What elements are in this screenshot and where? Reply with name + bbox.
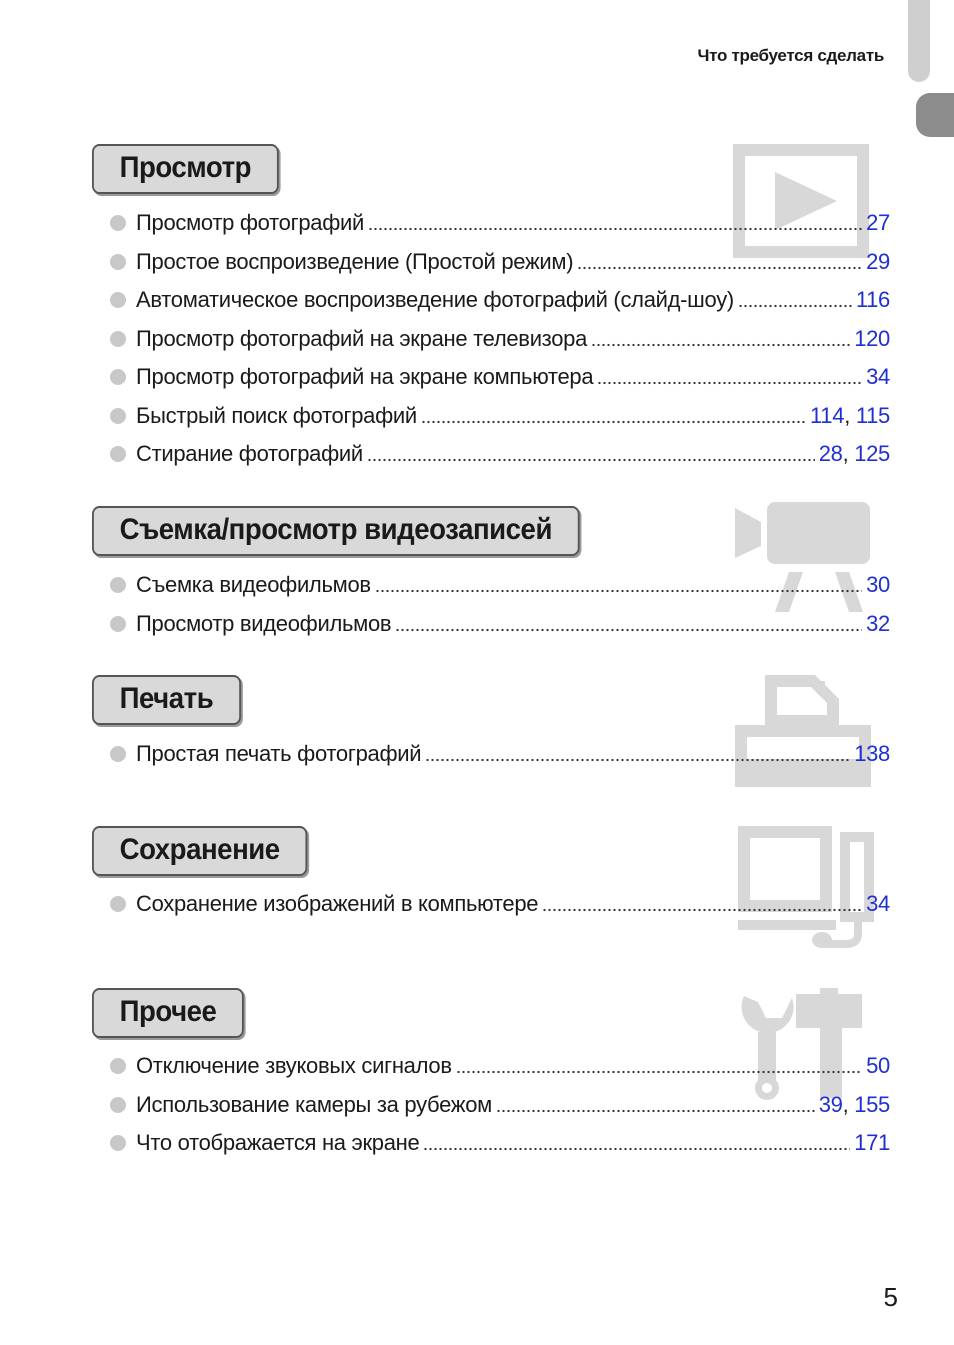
item-text: Стирание фотографий bbox=[136, 441, 363, 467]
bullet bbox=[110, 369, 126, 385]
item-list bbox=[110, 566, 890, 643]
dot-leader bbox=[421, 420, 806, 424]
bullet bbox=[110, 446, 126, 462]
list-item[interactable] bbox=[110, 204, 890, 243]
dot-leader bbox=[367, 458, 815, 462]
page-link[interactable]: 39 bbox=[818, 1091, 843, 1117]
list-item[interactable] bbox=[110, 885, 890, 924]
page-link[interactable]: 34 bbox=[866, 891, 890, 917]
page-link[interactable]: 28 bbox=[818, 441, 843, 467]
page-link[interactable]: 50 bbox=[866, 1053, 890, 1079]
page-separator: , bbox=[842, 1091, 855, 1117]
page-separator: , bbox=[842, 441, 855, 467]
item-text: Простое воспроизведение (Простой режим) bbox=[136, 248, 574, 274]
dot-leader bbox=[375, 589, 862, 593]
dot-leader bbox=[423, 1147, 850, 1151]
dot-leader bbox=[597, 381, 862, 385]
list-item[interactable] bbox=[110, 320, 890, 359]
page-link[interactable]: 29 bbox=[866, 248, 890, 274]
bullet bbox=[110, 1135, 126, 1151]
bullet bbox=[110, 1097, 126, 1113]
item-text: Простая печать фотографий bbox=[136, 741, 422, 767]
list-item[interactable] bbox=[110, 735, 890, 774]
dot-leader bbox=[425, 758, 850, 762]
page-link[interactable]: 155 bbox=[854, 1091, 890, 1117]
item-text: Использование камеры за рубежом bbox=[136, 1091, 492, 1117]
item-text: Просмотр фотографий на экране телевизора bbox=[136, 325, 588, 351]
item-text: Просмотр фотографий bbox=[136, 210, 364, 236]
item-text: Что отображается на экране bbox=[136, 1130, 420, 1156]
item-text: Автоматическое воспроизведение фотографий (слайд-шоу) bbox=[136, 287, 734, 313]
page-link[interactable]: 32 bbox=[866, 610, 890, 636]
list-item[interactable] bbox=[110, 1086, 890, 1125]
section-title: Печать bbox=[92, 675, 241, 725]
edge-tab-top bbox=[908, 0, 930, 82]
bullet bbox=[110, 577, 126, 593]
dot-leader bbox=[496, 1109, 815, 1113]
page-link[interactable]: 116 bbox=[855, 287, 890, 313]
item-text: Отключение звуковых сигналов bbox=[136, 1053, 452, 1079]
list-item[interactable] bbox=[110, 605, 890, 644]
page-link[interactable]: 115 bbox=[855, 402, 890, 428]
bullet bbox=[110, 746, 126, 762]
page-link[interactable]: 171 bbox=[854, 1130, 890, 1156]
bullet bbox=[110, 616, 126, 632]
page-separator: , bbox=[844, 402, 856, 428]
page-link[interactable]: 30 bbox=[866, 572, 890, 598]
list-item[interactable] bbox=[110, 397, 890, 436]
list-item[interactable] bbox=[110, 1124, 890, 1163]
page-link[interactable]: 138 bbox=[854, 741, 890, 767]
page-link[interactable]: 125 bbox=[854, 441, 890, 467]
bullet bbox=[110, 896, 126, 912]
list-item[interactable] bbox=[110, 1047, 890, 1086]
section-title: Просмотр bbox=[92, 144, 279, 194]
list-item[interactable] bbox=[110, 435, 890, 474]
item-list bbox=[110, 1047, 890, 1163]
bullet bbox=[110, 215, 126, 231]
bullet bbox=[110, 1058, 126, 1074]
running-head: Что требуется сделать bbox=[697, 46, 884, 65]
item-text: Сохранение изображений в компьютере bbox=[136, 891, 539, 917]
dot-leader bbox=[738, 304, 852, 308]
page-link[interactable]: 34 bbox=[866, 364, 890, 390]
item-text: Просмотр фотографий на экране компьютера bbox=[136, 364, 594, 390]
bullet bbox=[110, 254, 126, 270]
dot-leader bbox=[542, 908, 862, 912]
page-number: 5 bbox=[883, 1282, 898, 1312]
bullet bbox=[110, 292, 126, 308]
list-item[interactable] bbox=[110, 243, 890, 282]
list-item[interactable] bbox=[110, 358, 890, 397]
list-item[interactable] bbox=[110, 566, 890, 605]
page-link[interactable]: 114 bbox=[810, 402, 845, 428]
edge-tab-chapter bbox=[916, 93, 954, 137]
item-text: Быстрый поиск фотографий bbox=[136, 402, 417, 428]
item-text: Съемка видеофильмов bbox=[136, 572, 371, 598]
list-item[interactable] bbox=[110, 281, 890, 320]
bullet bbox=[110, 408, 126, 424]
dot-leader bbox=[577, 266, 862, 270]
section-title: Съемка/просмотр видеозаписей bbox=[92, 506, 580, 556]
dot-leader bbox=[368, 227, 862, 231]
dot-leader bbox=[591, 343, 850, 347]
item-list bbox=[110, 204, 890, 474]
dot-leader bbox=[395, 628, 862, 632]
section-title: Сохранение bbox=[92, 826, 307, 876]
bullet bbox=[110, 331, 126, 347]
dot-leader bbox=[456, 1070, 862, 1074]
item-list bbox=[110, 885, 890, 924]
item-text: Просмотр видеофильмов bbox=[136, 610, 392, 636]
page-link[interactable]: 120 bbox=[854, 325, 890, 351]
page-link[interactable]: 27 bbox=[866, 210, 890, 236]
item-list bbox=[110, 735, 890, 774]
section-title: Прочее bbox=[92, 988, 244, 1038]
